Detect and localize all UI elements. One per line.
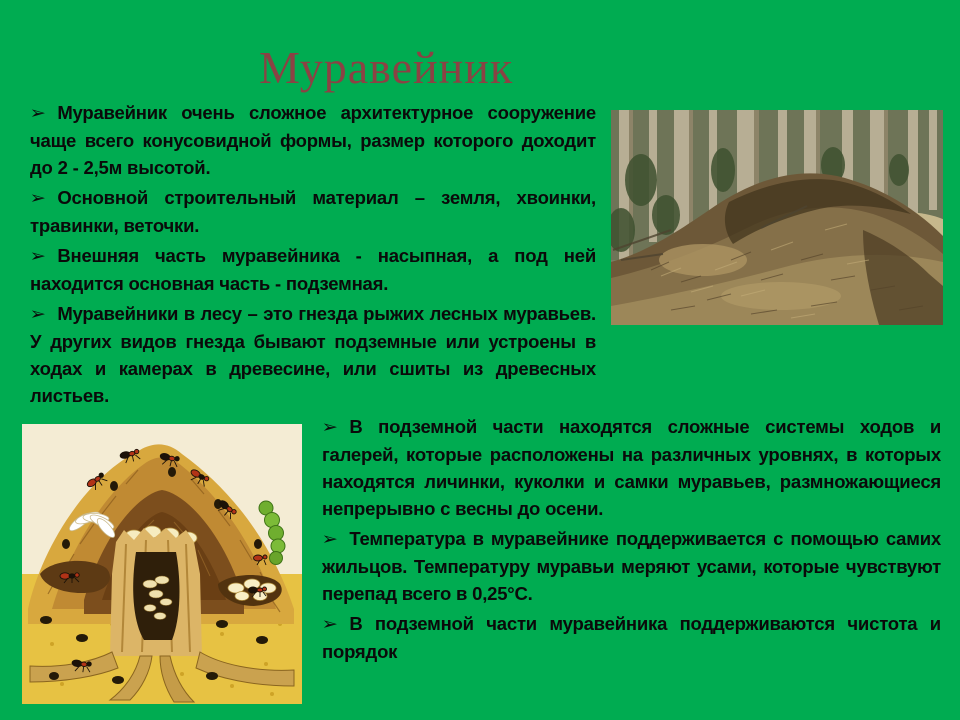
bullet-text: Муравейники в лесу – это гнезда рыжих лесных муравьев. У других видов гнезда бывают подземные или устроены в ходах и камерах в древесине, или сшиты из древесных листьев. bbox=[30, 303, 596, 406]
bullet-text: Температура в муравейнике поддерживается с помощью самих жильцов. Температуру муравьи меряют усами, которые чувствуют перепад всего в 0,25°С. bbox=[322, 528, 941, 604]
bullet-text: Внешняя часть муравейника - насыпная, а под ней находится основная часть - подземная. bbox=[30, 245, 596, 294]
bullet-text: Муравейник очень сложное архитектурное сооружение чаще всего конусовидной формы, размер которого доходит до 2 - 2,5м высотой. bbox=[30, 102, 596, 178]
bullet-item bbox=[30, 184, 596, 239]
bullet-item bbox=[322, 525, 941, 607]
bullet-item bbox=[30, 300, 596, 409]
arrow-bullet-icon: ➢ bbox=[321, 417, 338, 438]
bullet-text: В подземной части находятся сложные системы ходов и галерей, которые расположены на различных уровнях, в которых находятся личинки, куколки и самки муравьев, размножающиеся непрерывно с весны до осени. bbox=[322, 416, 941, 519]
bullet-item bbox=[322, 610, 941, 665]
arrow-bullet-icon: ➢ bbox=[29, 103, 46, 124]
bullet-item bbox=[30, 99, 596, 181]
anthill-illustration-svg bbox=[22, 424, 302, 704]
page-title: Муравейник bbox=[259, 42, 514, 93]
arrow-bullet-icon: ➢ bbox=[29, 188, 46, 209]
bullet-item bbox=[30, 242, 596, 297]
bullet-text: В подземной части муравейника поддерживаются чистота и порядок bbox=[322, 613, 941, 662]
bullet-text: Основной строительный материал – земля, хвоинки, травинки, веточки. bbox=[30, 187, 596, 236]
arrow-bullet-icon: ➢ bbox=[321, 614, 338, 635]
left-text-column bbox=[30, 99, 596, 412]
anthill-photo bbox=[611, 110, 943, 325]
arrow-bullet-icon: ➢ bbox=[29, 246, 46, 267]
bullet-item bbox=[322, 413, 941, 522]
anthill-illustration bbox=[22, 424, 302, 704]
right-text-column bbox=[322, 413, 941, 668]
anthill-photo-svg bbox=[611, 110, 943, 325]
arrow-bullet-icon: ➢ bbox=[321, 529, 338, 550]
arrow-bullet-icon: ➢ bbox=[29, 304, 46, 325]
